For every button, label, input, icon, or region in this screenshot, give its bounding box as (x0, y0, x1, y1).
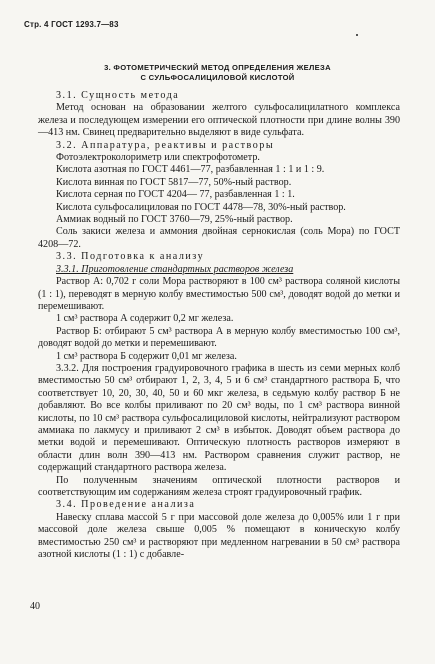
paragraph: 1 см³ раствора Б содержит 0,01 мг железа. (56, 350, 237, 362)
paragraph: По полученным значениям оптической плотности растворов и соответствующим им содержаниям железа строят градуировочный график. (38, 474, 400, 498)
paragraph: Навеску сплава массой 5 г при массовой доле железа до 0,005% или 1 г при массовой доле железа свыше 0,005 % помещают в коническую колбу вместимостью 250 см³ и растворяют при медленном нагревании в 50 см³ раствора азотной кислоты (1 : 1) с добавле- (38, 511, 400, 561)
paragraph: Метод основан на образовании желтого сульфосалицилатного комплекса железа и последующем измерении его оптической плотности при длине волны 390—413 нм. Свинец предварительно выделяют в виде сульфата. (38, 102, 400, 139)
heading-3-4: 3.4. Проведение анализа (56, 499, 196, 511)
page-header: Стр. 4 ГОСТ 1293.7—83 (24, 20, 119, 29)
reagent-item: Кислота серная по ГОСТ 4204— 77, разбавленная 1 : 1. (56, 189, 295, 201)
reagent-item: Соль закиси железа и аммония двойная сернокислая (соль Мора) по ГОСТ 4208—72. (38, 226, 400, 250)
heading-3-2: 3.2. Аппаратура, реактивы и растворы (56, 139, 275, 151)
reagent-item: Кислота винная по ГОСТ 5817—77, 50%-ный раствор. (56, 176, 292, 188)
paragraph: 3.3.2. Для построения градуировочного графика в шесть из семи мерных колб вместимостью 50 см³ отбирают 1, 2, 3, 4, 5 и 6 см³ стандартного раствора Б, что соответствует 10, 20, 30, 40, 50 и 60 мкг железа, в седьмую колбу раствор Б не добавляют. Во все колбы приливают по 20 см³ воды, по 1 см³ раствора винной кислоты, по 10 см³ раствора сульфосалициловой кислоты, нейтрализуют раствором аммиака по лакмусу и приливают 2 см³ в избыток. Доводят объем раствора до метки водой и перемешивают. Оптическую плотность растворов измеряют в области длин волн 390—413 нм. Раствором сравнения служит раствор, не содержащий стандартного раствора железа. (38, 362, 400, 474)
document-body (38, 90, 400, 561)
paragraph: Раствор А: 0,702 г соли Мора растворяют в 100 см³ раствора соляной кислоты (1 : 1), переводят в мерную колбу вместимостью 500 см³, доводят водой до метки и перемешивают. (38, 276, 400, 312)
page-number: 40 (30, 601, 40, 612)
section-title-line-1: 3. ФОТОМЕТРИЧЕСКИЙ МЕТОД ОПРЕДЕЛЕНИЯ ЖЕЛЕЗА (104, 63, 331, 72)
reagent-item: Кислота сульфосалициловая по ГОСТ 4478—78, 30%-ный раствор. (56, 201, 346, 213)
paragraph: Раствор Б: отбирают 5 см³ раствора А в мерную колбу вместимостью 100 см³, доводят водой до метки и перемешивают. (38, 325, 400, 350)
reagent-item: Фотоэлектроколориметр или спектрофотометр. (56, 152, 260, 164)
heading-3-3: 3.3. Подготовка к анализу (56, 251, 205, 263)
reagent-item: Кислота азотная по ГОСТ 4461—77, разбавленная 1 : 1 и 1 : 9. (56, 164, 325, 176)
paragraph: 1 см³ раствора А содержит 0,2 мг железа. (56, 313, 234, 325)
heading-3-1: 3.1. Сущность метода (56, 90, 180, 101)
heading-3-3-1: 3.3.1. Приготовление стандартных растворов железа (56, 263, 294, 275)
section-title-line-2: С СУЛЬФОСАЛИЦИЛОВОЙ КИСЛОТОЙ (140, 73, 295, 82)
reagent-item: Аммиак водный по ГОСТ 3760—79, 25%-ный раствор. (56, 214, 293, 226)
page-mark (356, 34, 358, 36)
